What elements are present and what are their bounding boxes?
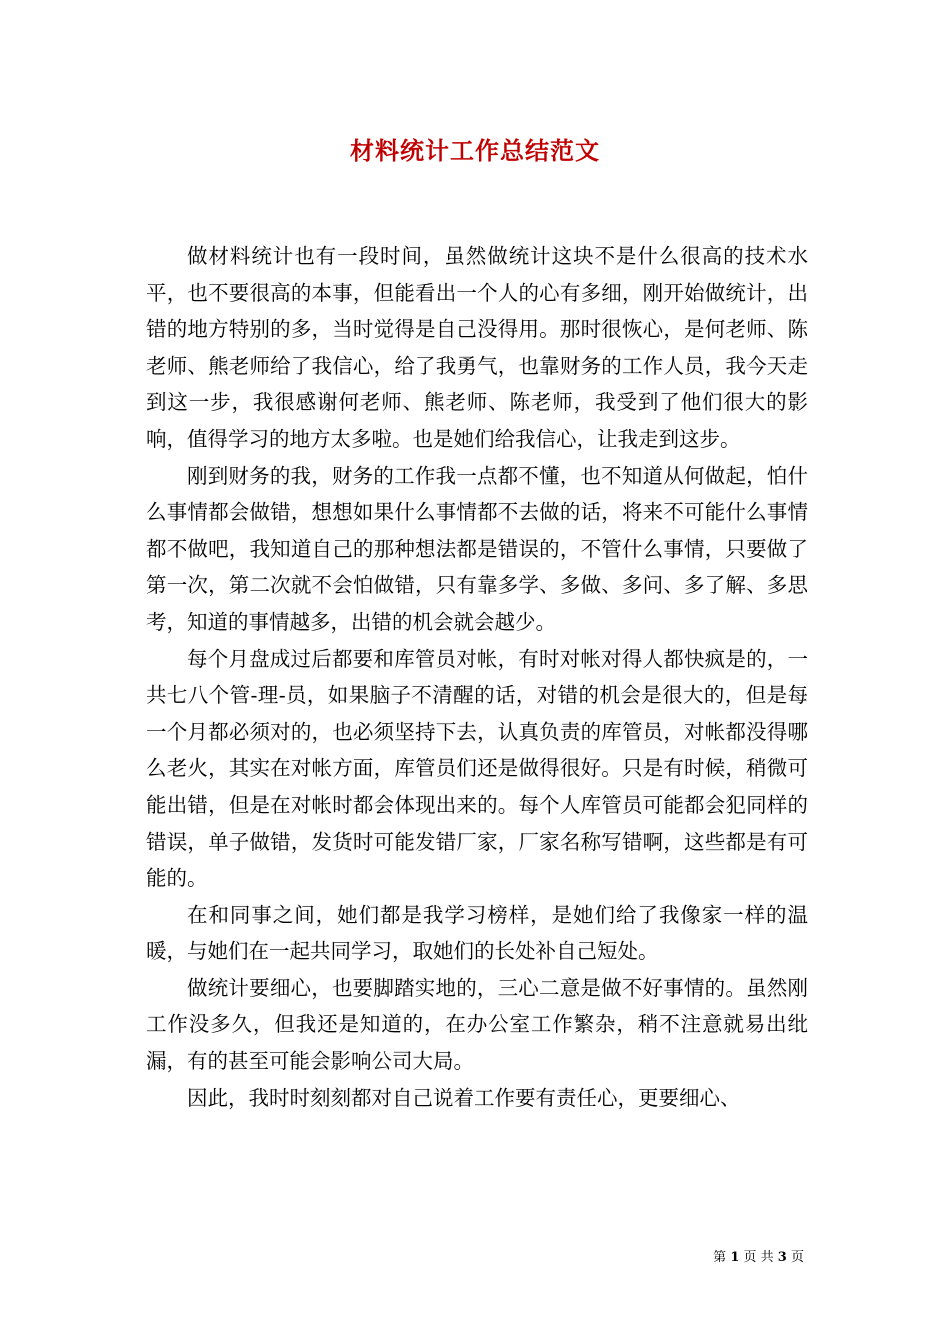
footer-prefix: 第	[713, 1250, 727, 1265]
paragraph-5: 做统计要细心，也要脚踏实地的，三心二意是做不好事情的。虽然刚工作没多久，但我还是知道的，在办公室工作繁杂，稍不注意就易出纰漏，有的甚至可能会影响公司大局。	[146, 975, 808, 1074]
paragraph-4: 在和同事之间，她们都是我学习榜样，是她们给了我像家一样的温暖，与她们在一起共同学习，取她们的长处补自己短处。	[146, 902, 808, 964]
footer-middle: 页 共	[743, 1250, 774, 1265]
paragraph-2: 刚到财务的我，财务的工作我一点都不懂，也不知道从何做起，怕什么事情都会做错，想想如果什么事情都不去做的话，将来不可能什么事情都不做吧，我知道自己的那种想法都是错误的，不管什么事情，只要做了第一次，第二次就不会怕做错，只有靠多学、多做、多问、多了解、多思考，知道的事情越多，出错的机会就会越少。	[146, 463, 808, 634]
footer-suffix: 页	[790, 1250, 804, 1265]
page-number-footer	[713, 1250, 804, 1266]
paragraph-3: 每个月盘成过后都要和库管员对帐，有时对帐对得人都快疯是的，一共七八个管-理-员，如果脑子不清醒的话，对错的机会是很大的，但是每一个月都必须对的，也必须坚持下去，认真负责的库管员，对帐都没得哪么老火，其实在对帐方面，库管员们还是做得很好。只是有时候，稍微可能出错，但是在对帐时都会体现出来的。每个人库管员可能都会犯同样的错误，单子做错，发货时可能发错厂家，厂家名称写错啊，这些都是有可能的。	[146, 646, 808, 891]
document-body	[146, 238, 808, 1116]
paragraph-1: 做材料统计也有一段时间，虽然做统计这块不是什么很高的技术水平，也不要很高的本事，但能看出一个人的心有多细，刚开始做统计，出错的地方特别的多，当时觉得是自己没得用。那时很恢心，是何老师、陈老师、熊老师给了我信心，给了我勇气，也靠财务的工作人员，我今天走到这一步，我很感谢何老师、熊老师、陈老师，我受到了他们很大的影响，值得学习的地方太多啦。也是她们给我信心，让我走到这步。	[146, 244, 808, 451]
footer-current-page: 1	[730, 1250, 740, 1265]
footer-total-pages: 3	[777, 1250, 787, 1265]
document-title: 材料统计工作总结范文	[350, 136, 600, 165]
paragraph-6: 因此，我时时刻刻都对自己说着工作要有责任心，更要细心、	[187, 1085, 741, 1110]
